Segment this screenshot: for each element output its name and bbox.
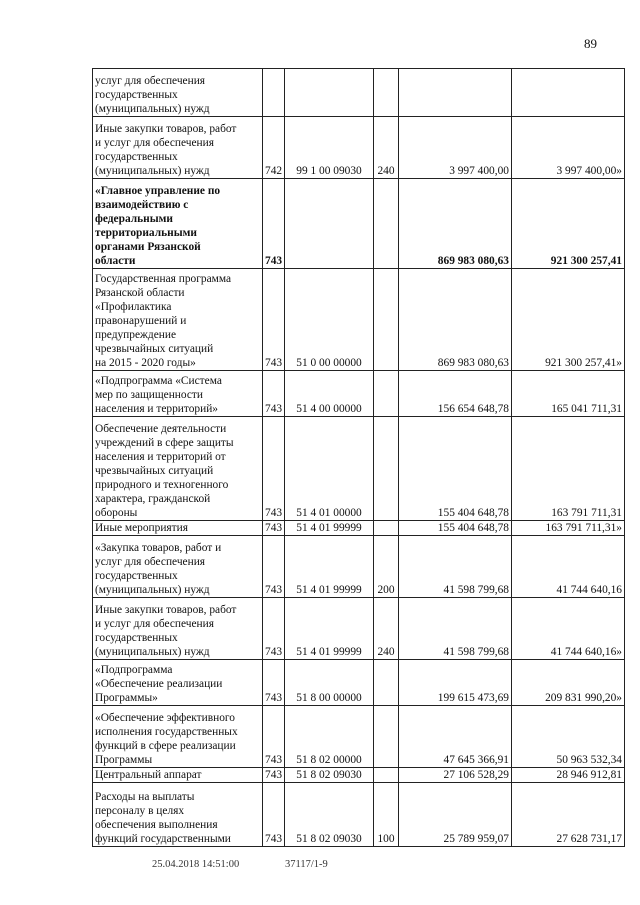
row-name-cell: «Закупка товаров, работ и услуг для обеспечения государственных (муниципальных) нужд xyxy=(93,536,263,598)
department-code-cell: 743 xyxy=(263,783,285,847)
row-name-cell: Иные мероприятия xyxy=(93,521,263,536)
amount-2020-cell: 27 628 731,17 xyxy=(512,783,625,847)
target-article-cell: 51 4 01 99999 xyxy=(285,598,374,660)
amount-2020-cell: 28 946 912,81 xyxy=(512,768,625,783)
amount-2019-cell: 47 645 366,91 xyxy=(399,706,512,768)
amount-2019-cell: 155 404 648,78 xyxy=(399,417,512,521)
expense-type-cell: 100 xyxy=(374,783,399,847)
department-code-cell: 743 xyxy=(263,706,285,768)
department-code-cell: 742 xyxy=(263,117,285,179)
footer-timestamp: 25.04.2018 14:51:00 xyxy=(152,859,240,870)
table-row xyxy=(93,598,625,660)
footer-document-code: 37117/1-9 xyxy=(285,859,328,870)
expense-type-cell xyxy=(374,521,399,536)
row-name-cell: Иные закупки товаров, работ и услуг для обеспечения государственных (муниципальных) нужд xyxy=(93,117,263,179)
amount-2019-cell: 156 654 648,78 xyxy=(399,371,512,417)
department-code-cell: 743 xyxy=(263,768,285,783)
amount-2020-cell: 163 791 711,31» xyxy=(512,521,625,536)
table-row xyxy=(93,660,625,706)
amount-2019-cell: 41 598 799,68 xyxy=(399,598,512,660)
target-article-cell xyxy=(285,179,374,269)
table-row xyxy=(93,706,625,768)
target-article-cell: 51 4 01 00000 xyxy=(285,417,374,521)
target-article-cell: 51 8 02 09030 xyxy=(285,783,374,847)
department-code-cell: 743 xyxy=(263,179,285,269)
expense-type-cell xyxy=(374,706,399,768)
row-name-cell: «Главное управление по взаимодействию с федеральными территориальными органами Рязанской области xyxy=(93,179,263,269)
department-code-cell: 743 xyxy=(263,371,285,417)
amount-2020-cell: 41 744 640,16 xyxy=(512,536,625,598)
table-row xyxy=(93,417,625,521)
expense-type-cell xyxy=(374,371,399,417)
target-article-cell: 51 4 00 00000 xyxy=(285,371,374,417)
expense-type-cell: 240 xyxy=(374,117,399,179)
table-row xyxy=(93,371,625,417)
amount-2020-cell: 163 791 711,31 xyxy=(512,417,625,521)
amount-2019-cell: 155 404 648,78 xyxy=(399,521,512,536)
department-code-cell: 743 xyxy=(263,598,285,660)
table-row xyxy=(93,117,625,179)
amount-2019-cell: 41 598 799,68 xyxy=(399,536,512,598)
row-name-cell: Обеспечение деятельности учреждений в сфере защиты населения и территорий от чрезвычайных ситуаций природного и техногенного характера, гражданской обороны xyxy=(93,417,263,521)
expense-type-cell: 240 xyxy=(374,598,399,660)
table-row xyxy=(93,521,625,536)
amount-2019-cell: 27 106 528,29 xyxy=(399,768,512,783)
expense-type-cell xyxy=(374,179,399,269)
expense-type-cell xyxy=(374,269,399,371)
amount-2020-cell xyxy=(512,69,625,117)
expense-type-cell xyxy=(374,768,399,783)
target-article-cell: 51 0 00 00000 xyxy=(285,269,374,371)
amount-2020-cell: 41 744 640,16» xyxy=(512,598,625,660)
row-name-cell: «Подпрограмма «Система мер по защищенности населения и территорий» xyxy=(93,371,263,417)
amount-2019-cell: 869 983 080,63 xyxy=(399,269,512,371)
target-article-cell: 51 4 01 99999 xyxy=(285,536,374,598)
target-article-cell: 51 8 02 00000 xyxy=(285,706,374,768)
expense-type-cell: 200 xyxy=(374,536,399,598)
page-number: 89 xyxy=(584,36,597,51)
department-code-cell: 743 xyxy=(263,660,285,706)
amount-2020-cell: 921 300 257,41 xyxy=(512,179,625,269)
amount-2020-cell: 209 831 990,20» xyxy=(512,660,625,706)
expense-type-cell xyxy=(374,660,399,706)
expense-type-cell xyxy=(374,69,399,117)
department-code-cell: 743 xyxy=(263,417,285,521)
amount-2019-cell: 869 983 080,63 xyxy=(399,179,512,269)
row-name-cell: «Обеспечение эффективного исполнения государственных функций в сфере реализации Программы xyxy=(93,706,263,768)
table-row xyxy=(93,768,625,783)
amount-2020-cell: 3 997 400,00» xyxy=(512,117,625,179)
table-row xyxy=(93,783,625,847)
amount-2020-cell: 921 300 257,41» xyxy=(512,269,625,371)
target-article-cell: 51 8 00 00000 xyxy=(285,660,374,706)
table-row xyxy=(93,536,625,598)
row-name-cell: Центральный аппарат xyxy=(93,768,263,783)
amount-2019-cell: 3 997 400,00 xyxy=(399,117,512,179)
amount-2020-cell: 165 041 711,31 xyxy=(512,371,625,417)
target-article-cell: 51 8 02 09030 xyxy=(285,768,374,783)
row-name-cell: Иные закупки товаров, работ и услуг для обеспечения государственных (муниципальных) нужд xyxy=(93,598,263,660)
department-code-cell xyxy=(263,69,285,117)
amount-2019-cell xyxy=(399,69,512,117)
department-code-cell: 743 xyxy=(263,269,285,371)
amount-2019-cell: 199 615 473,69 xyxy=(399,660,512,706)
table-row xyxy=(93,179,625,269)
budget-table xyxy=(92,68,625,847)
target-article-cell xyxy=(285,69,374,117)
table-row xyxy=(93,69,625,117)
department-code-cell: 743 xyxy=(263,521,285,536)
row-name-cell: услуг для обеспечения государственных (муниципальных) нужд xyxy=(93,69,263,117)
department-code-cell: 743 xyxy=(263,536,285,598)
target-article-cell: 51 4 01 99999 xyxy=(285,521,374,536)
amount-2019-cell: 25 789 959,07 xyxy=(399,783,512,847)
row-name-cell: Расходы на выплаты персоналу в целях обеспечения выполнения функций государственными xyxy=(93,783,263,847)
row-name-cell: Государственная программа Рязанской области «Профилактика правонарушений и предупреждение чрезвычайных ситуаций на 2015 - 2020 годы» xyxy=(93,269,263,371)
row-name-cell: «Подпрограмма «Обеспечение реализации Программы» xyxy=(93,660,263,706)
amount-2020-cell: 50 963 532,34 xyxy=(512,706,625,768)
target-article-cell: 99 1 00 09030 xyxy=(285,117,374,179)
expense-type-cell xyxy=(374,417,399,521)
table-row xyxy=(93,269,625,371)
